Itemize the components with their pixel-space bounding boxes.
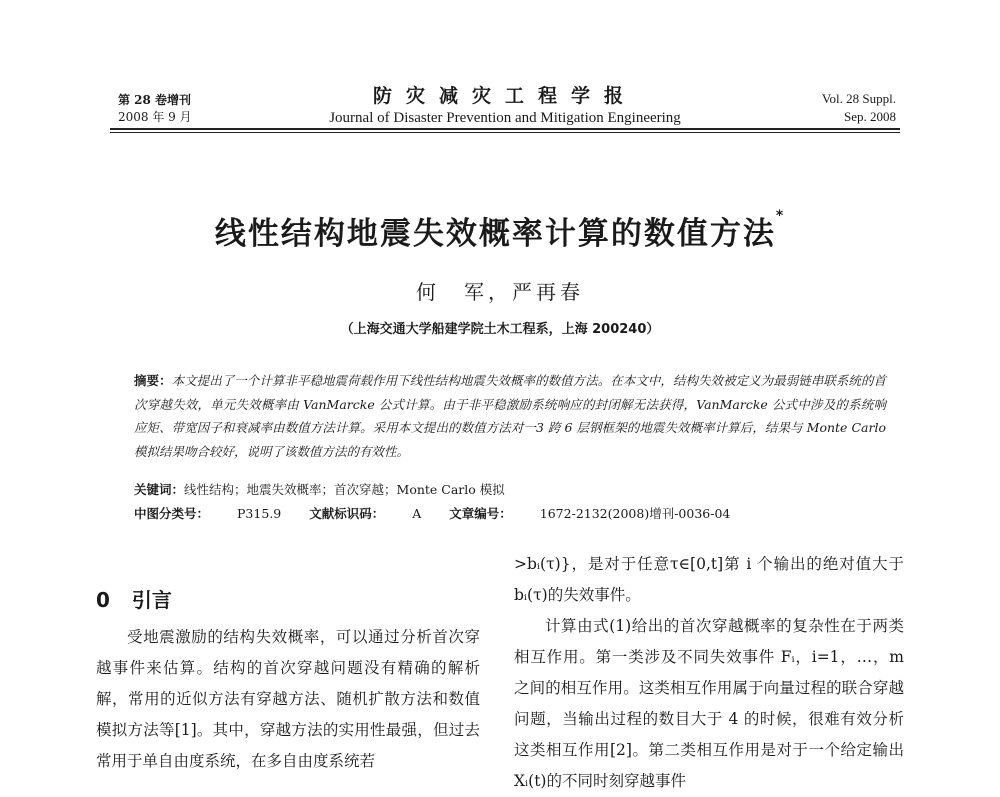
date-cn: 2008 年 9 月: [118, 110, 192, 124]
keywords-text: 线性结构；地震失效概率；首次穿越；Monte Carlo 模拟: [184, 482, 505, 497]
abstract-text: 本文提出了一个计算非平稳地震荷载作用下线性结构地震失效概率的数值方法。在本文中，结构失效被定义为最弱链串联系统的首次穿越失效，单元失效概率由 VanMarcke 公式计算。由于非平稳激励系统响应的封闭解无法获得，VanMarcke 公式中涉及的系统响应矩、带宽因子和衰减率由数值方法计算。采用本文提出的数值方法对一3 跨 6 层钢框架的地震失效概率计算后，结果与 Monte Carlo 模拟结果吻合较好，说明了该数值方法的有效性。: [134, 373, 886, 459]
volume-en: Vol. 28 Suppl.: [821, 91, 896, 106]
volume-cn: 第 28 卷增刊: [118, 93, 192, 107]
doc-code-label: 文献标识码：: [309, 506, 385, 521]
doc-code-value: A: [412, 506, 422, 521]
clc-label: 中图分类号：: [134, 506, 210, 521]
date-en: Sep. 2008: [844, 109, 896, 124]
journal-title-cn: 防灾减灾工程学报: [372, 85, 637, 107]
section-heading: [96, 584, 172, 613]
header-right: [822, 90, 896, 126]
section-title: 引言: [131, 588, 172, 612]
article-title: [0, 208, 1000, 253]
authors: 何 军，严再春: [416, 280, 584, 304]
clc: [134, 506, 281, 521]
title-footnote-mark: *: [775, 208, 786, 224]
clc-value: P315.9: [237, 506, 282, 521]
article-title-text: 线性结构地震失效概率计算的数值方法: [214, 216, 776, 252]
right-paragraph-2: 计算由式(1)给出的首次穿越概率的复杂性在于两类相互作用。第一类涉及不同失效事件 Fᵢ，i=1，…，m 之间的相互作用。这类相互作用属于向量过程的联合穿越问题，当输出过程的数目大于 4 的时候，很难有效分析这类相互作用[2]。第二类相互作用是对于一个给定输出 Xᵢ(t)的不同时刻穿越事件: [514, 617, 904, 790]
affiliation: （上海交通大学船建学院土木工程系，上海 200240）: [340, 322, 660, 337]
abstract: [134, 369, 886, 463]
keywords: [134, 479, 505, 501]
classification-line: [134, 503, 730, 525]
header-rule-thin: [110, 132, 900, 133]
section-number: 0: [96, 588, 110, 612]
header-left: [118, 92, 192, 126]
right-paragraph-1: >bᵢ(τ)}，是对于任意τ∈[0,t]第 i 个输出的绝对值大于 bᵢ(τ)的失效事件。: [514, 555, 904, 604]
abstract-label: 摘要：: [134, 373, 172, 388]
left-column-text: 受地震激励的结构失效概率，可以通过分析首次穿越事件来估算。结构的首次穿越问题没有精确的解析解，常用的近似方法有穿越方法、随机扩散方法和数值模拟方法等[1]。其中，穿越方法的实用性最强，但过去常用于单自由度系统，在多自由度系统若: [96, 628, 480, 770]
article-no-value: 1672-2132(2008)增刊-0036-04: [539, 506, 731, 521]
keywords-label: 关键词：: [134, 482, 185, 497]
journal-title-en: Journal of Disaster Prevention and Mitigation Engineering: [329, 110, 681, 126]
article-no-label: 文章编号：: [449, 506, 512, 521]
doc-code: [309, 506, 421, 521]
article-number: [449, 506, 730, 521]
header-center: [270, 84, 740, 128]
header-rule-thick: [110, 128, 900, 130]
